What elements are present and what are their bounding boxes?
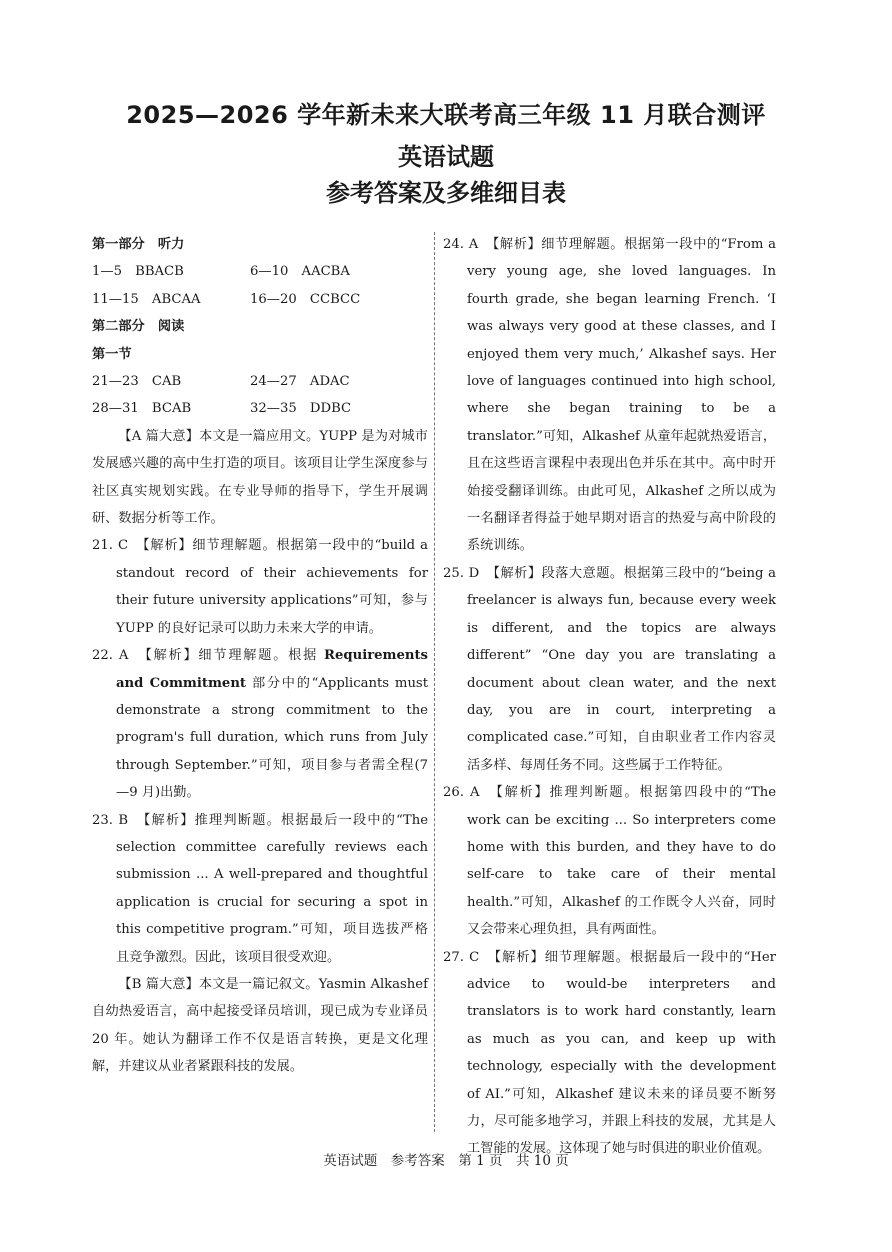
answer-group: 21—23 CAB (92, 374, 182, 390)
left-column (92, 231, 428, 1081)
answer-row (92, 368, 428, 395)
answer-row (92, 286, 428, 313)
answer-row (92, 258, 428, 285)
question-22-explanation (92, 642, 428, 806)
question-27-explanation: 27. C 【解析】细节理解题。根据最后一段中的“Her advice to would-be interpreters and translators is to work hard constantly, learn as much as you can, and keep up with technology, especially with the development of AI.”可知，Alkashef 建议未来的译员要不断努力，尽可能多地学习，并跟上科技的发展，尤其是人工智能的发展。这体现了她与时俱进的职业价值观。 (443, 949, 776, 1157)
q22-prefix: 22. A 【解析】细节理解题。根据 (92, 648, 325, 664)
answer-group: 24—27 ADAC (250, 374, 350, 390)
question-21-explanation: 21. C 【解析】细节理解题。根据第一段中的“build a standout record of their achievements for their future university applications”可知，参与 YUPP 的良好记录可以助力未来大学的申请。 (92, 538, 428, 636)
question-24-explanation: 24. A 【解析】细节理解题。根据第一段中的“From a very young age, she loved languages. In fourth grade, she began learning French. ‘I was always very good at these classes, and I enjoyed them very much,’ Alkashef says. Her love of languages continued into high school, where she began training to be a translator.”可知，Alkashef 从童年起就热爱语言，且在这些语言课程中表现出色并乐在其中。高中时开始接受翻译训练。由此可见，Alkashef 之所以成为一名翻译者得益于她早期对语言的热爱与高中阶段的系统训练。 (443, 237, 777, 554)
passage-a-summary: 【A 篇大意】本文是一篇应用文。YUPP 是为对城市发展感兴趣的高中生打造的项目。该项目让学生深度参与社区真实规划实践。在专业导师的指导下，学生开展调研、数据分析等工作。 (92, 428, 428, 527)
question-23-explanation: 23. B 【解析】推理判断题。根据最后一段中的“The selection committee carefully reviews each submission ... A well-prepared and thoughtful application is crucial for securing a spot in this competitive program.”可知，项目选拔严格且竞争激烈。因此，该项目很受欢迎。 (92, 812, 428, 965)
answer-row (92, 395, 428, 422)
section1-heading: 第一节 (92, 346, 132, 362)
page-footer: 英语试题 参考答案 第 1 页 共 10 页 (323, 1153, 569, 1169)
question-26-explanation: 26. A 【解析】推理判断题。根据第四段中的“The work can be exciting ... So interpreters come home with this burden, and they have to do self-care to take care of their mental health.”可知，Alkashef 的工作既令人兴奋，同时又会带来心理负担，具有两面性。 (443, 785, 776, 938)
subject-title: 英语试题 (398, 143, 494, 171)
answer-group: 6—10 AACBA (250, 264, 350, 280)
answer-group: 16—20 CCBCC (250, 291, 361, 307)
column-divider (434, 232, 435, 1132)
q22-rest: 部分中的“Applicants must demonstrate a strong commitment to the program's full duration, which runs from July through September.”可知，项目参与者需全程(7—9 月)出勤。 (116, 675, 429, 801)
exam-title: 2025—2026 学年新未来大联考高三年级 11 月联合测评 (126, 101, 766, 129)
answer-group: 11—15 ABCAA (92, 291, 201, 307)
question-25-explanation: 25. D 【解析】段落大意题。根据第三段中的“being a freelancer is always fun, because every week is different, and the topics are always different” “One day you are translating a document about clean water, and the next day, you are in court, interpreting a complicated case.”可知，自由职业者工作内容灵活多样、每周任务不同。这些属于工作特征。 (443, 565, 776, 773)
document-title: 参考答案及多维细目表 (326, 179, 566, 207)
right-column (443, 231, 776, 1163)
answer-group: 32—35 DDBC (250, 401, 352, 417)
page-header (0, 98, 892, 210)
part2-heading: 第二部分 阅读 (92, 319, 185, 335)
answer-group: 28—31 BCAB (92, 401, 192, 417)
q22-section-name: Requirements and Commitment (116, 648, 428, 691)
answer-group: 1—5 BBACB (92, 264, 184, 280)
passage-b-summary: 【B 篇大意】本文是一篇记叙文。Yasmin Alkashef 自幼热爱语言，高中起接受译员培训，现已成为专业译员 20 年。她认为翻译工作不仅是语言转换，更是文化理解，并建议从业者紧跟科技的发展。 (92, 976, 428, 1075)
part1-heading: 第一部分 听力 (92, 237, 185, 252)
